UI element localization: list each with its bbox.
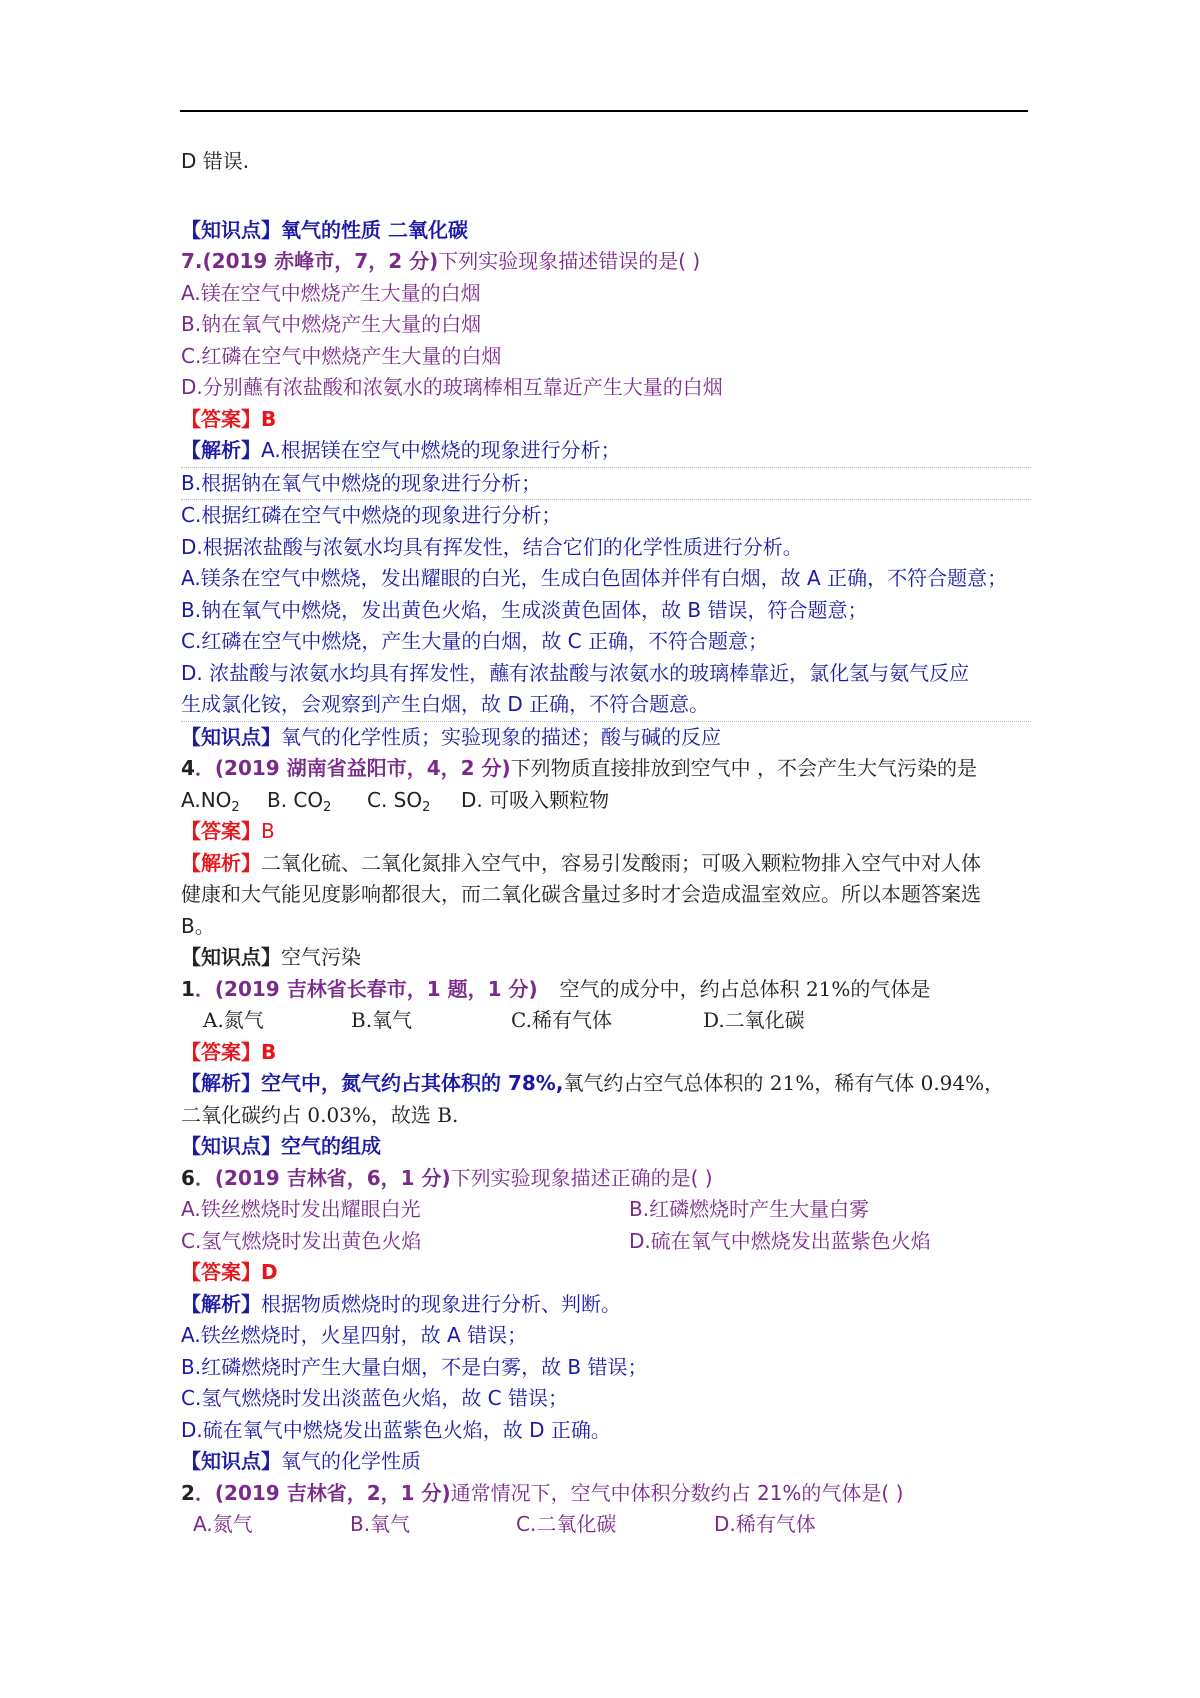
options-row xyxy=(181,1005,1031,1037)
analysis-label: 【解析】 xyxy=(181,850,261,875)
analysis-line: 健康和大气能见度影响都很大，而二氧化碳含量过多时才会造成温室效应。所以本题答案选 xyxy=(181,882,981,906)
top-line: D 错误. xyxy=(181,149,250,173)
answer-line xyxy=(181,404,1031,436)
question-source: ．(2019 吉林省，6，1 分) xyxy=(194,1165,451,1190)
kp-text: 氧气的化学性质；实验现象的描述；酸与碱的反应 xyxy=(281,724,721,749)
question-number: 2 xyxy=(181,1480,195,1505)
question-source: (2019 赤峰市，7，2 分) xyxy=(202,249,439,273)
answer-value: B xyxy=(261,819,275,843)
analysis-line: 二氧化碳约占 0.03%，故选 B. xyxy=(181,1102,459,1127)
option-c: C. $SO_2$ xyxy=(367,787,431,815)
question-source: ．(2019 吉林省长春市，1 题，1 分) xyxy=(194,976,538,1001)
analysis-bold: 空气中，氮气约占其体积的 78%, xyxy=(261,1071,564,1095)
option-b: B. $CO_2$ xyxy=(267,787,332,815)
analysis-line xyxy=(181,1068,1031,1100)
question-stem: 空气的成分中，约占总体积 21%的气体是 xyxy=(559,976,931,1001)
question-stem: 下列物质直接排放到空气中 ，不会产生大气污染的是 xyxy=(510,756,977,780)
knowledge-point-0 xyxy=(181,215,1031,247)
knowledge-point xyxy=(181,1131,1031,1163)
question-1-header xyxy=(181,974,1031,1006)
question-4-header xyxy=(181,753,1031,785)
kp-label: 【知识点】 xyxy=(181,724,281,749)
question-source: ．(2019 湖南省益阳市，4，2 分) xyxy=(194,756,511,780)
kp-text: 氧气的性质 二氧化碳 xyxy=(281,217,468,242)
answer-line xyxy=(181,816,1031,848)
analysis-line: A.镁条在空气中燃烧，发出耀眼的白光，生成白色固体并伴有白烟，故 A 正确，不符合题意； xyxy=(181,566,1008,590)
question-stem: 下列实验现象描述正确的是( ) xyxy=(450,1165,713,1190)
analysis-label: 【解析】 xyxy=(181,1071,261,1095)
question-stem: 通常情况下，空气中体积分数约占 21%的气体是( ) xyxy=(450,1480,904,1505)
analysis-line xyxy=(181,848,1031,880)
question-number: 4 xyxy=(181,756,195,780)
option-b: B.氧气 xyxy=(350,1512,411,1536)
options-row xyxy=(181,1226,1031,1258)
knowledge-point xyxy=(181,722,1031,754)
options-row xyxy=(181,785,1031,817)
knowledge-point xyxy=(181,942,1031,974)
kp-text: 空气污染 xyxy=(281,945,361,969)
analysis-line: C.氢气燃烧时发出淡蓝色火焰，故 C 错误； xyxy=(181,1386,569,1410)
answer-label: 【答案】 xyxy=(181,819,261,843)
analysis-line: B.根据钠在氧气中燃烧的现象进行分析； xyxy=(181,468,1031,501)
option-c: C.稀有气体 xyxy=(511,1008,612,1032)
option-c: C.红磷在空气中燃烧产生大量的白烟 xyxy=(181,343,502,368)
analysis-line: B.红磷燃烧时产生大量白烟，不是白雾，故 B 错误； xyxy=(181,1354,648,1379)
kp-text: 氧气的化学性质 xyxy=(281,1449,421,1473)
answer-line xyxy=(181,1257,1031,1289)
analysis-line: D.根据浓盐酸与浓氨水均具有挥发性，结合它们的化学性质进行分析。 xyxy=(181,534,803,559)
option-d: D.二氧化碳 xyxy=(703,1008,805,1032)
option-d: D.硫在氧气中燃烧发出蓝紫色火焰 xyxy=(629,1228,931,1253)
analysis-line xyxy=(181,1289,1031,1321)
analysis-line: D. 浓盐酸与浓氨水均具有挥发性，蘸有浓盐酸与浓氨水的玻璃棒靠近，氯化氢与氨气反应 xyxy=(181,660,970,685)
analysis-line: A.铁丝燃烧时，火星四射，故 A 错误； xyxy=(181,1323,528,1347)
option-b: B.氧气 xyxy=(351,1008,413,1032)
answer-value: D xyxy=(261,1260,278,1284)
question-number: 7. xyxy=(181,249,203,273)
analysis-text: 氧气约占空气总体积的 21%，稀有气体 0.94%， xyxy=(563,1071,1005,1095)
options-row xyxy=(181,1509,1031,1541)
answer-value: B xyxy=(261,406,277,431)
analysis-text: A.根据镁在空气中燃烧的现象进行分析； xyxy=(261,438,621,462)
option-a: A.氮气 xyxy=(193,1512,253,1536)
question-7-header xyxy=(181,246,1031,278)
analysis-label: 【解析】 xyxy=(181,438,261,462)
question-2-header xyxy=(181,1478,1031,1510)
option-a: A.氮气 xyxy=(203,1008,264,1032)
option-c: C.氢气燃烧时发出黄色火焰 xyxy=(181,1228,422,1253)
answer-label: 【答案】 xyxy=(181,406,261,431)
question-source: ．(2019 吉林省，2，1 分) xyxy=(194,1480,451,1505)
answer-label: 【答案】 xyxy=(181,1260,261,1284)
option-c: C.二氧化碳 xyxy=(516,1512,617,1536)
kp-label: 【知识点】 xyxy=(181,217,281,242)
analysis-line: B.钠在氧气中燃烧，发出黄色火焰，生成淡黄色固体，故 B 错误，符合题意； xyxy=(181,597,868,622)
kp-text: 空气的组成 xyxy=(281,1134,381,1158)
options-row xyxy=(181,1194,1031,1226)
analysis-line xyxy=(181,435,1031,468)
answer-value: B xyxy=(261,1039,277,1064)
analysis-line: 生成氯化铵，会观察到产生白烟，故 D 正确，不符合题意。 xyxy=(181,689,1031,722)
answer-label: 【答案】 xyxy=(181,1039,261,1064)
header-rule xyxy=(180,110,1028,112)
knowledge-point xyxy=(181,1446,1031,1478)
question-number: 1 xyxy=(181,976,195,1001)
analysis-line: D.硫在氧气中燃烧发出蓝紫色火焰，故 D 正确。 xyxy=(181,1417,611,1442)
kp-label: 【知识点】 xyxy=(181,1134,281,1158)
analysis-text: 二氧化硫、二氧化氮排入空气中，容易引发酸雨；可吸入颗粒物排入空气中对人体 xyxy=(261,850,981,875)
option-b: B.钠在氧气中燃烧产生大量的白烟 xyxy=(181,312,482,336)
question-stem: 下列实验现象描述错误的是( ) xyxy=(438,249,701,273)
option-d: D. 可吸入颗粒物 xyxy=(461,787,610,812)
option-d: D.分别蘸有浓盐酸和浓氨水的玻璃棒相互靠近产生大量的白烟 xyxy=(181,375,723,399)
option-b: B.红磷燃烧时产生大量白雾 xyxy=(629,1197,870,1221)
answer-line xyxy=(181,1037,1031,1069)
analysis-line: C.红磷在空气中燃烧，产生大量的白烟，故 C 正确，不符合题意； xyxy=(181,629,769,653)
question-6-header xyxy=(181,1163,1031,1195)
document-body xyxy=(181,146,1031,1541)
analysis-text: 根据物质燃烧时的现象进行分析、判断。 xyxy=(261,1291,621,1316)
analysis-line: B。 xyxy=(181,913,215,938)
option-a: A.镁在空气中燃烧产生大量的白烟 xyxy=(181,280,481,305)
option-a: $A.NO_2$ xyxy=(181,787,240,815)
option-a: A.铁丝燃烧时发出耀眼白光 xyxy=(181,1197,421,1221)
kp-label: 【知识点】 xyxy=(181,1449,281,1473)
kp-label: 【知识点】 xyxy=(181,945,281,969)
analysis-label: 【解析】 xyxy=(181,1291,261,1316)
analysis-line: C.根据红磷在空气中燃烧的现象进行分析； xyxy=(181,503,562,527)
question-number: 6 xyxy=(181,1165,195,1190)
option-d: D.稀有气体 xyxy=(714,1512,816,1536)
